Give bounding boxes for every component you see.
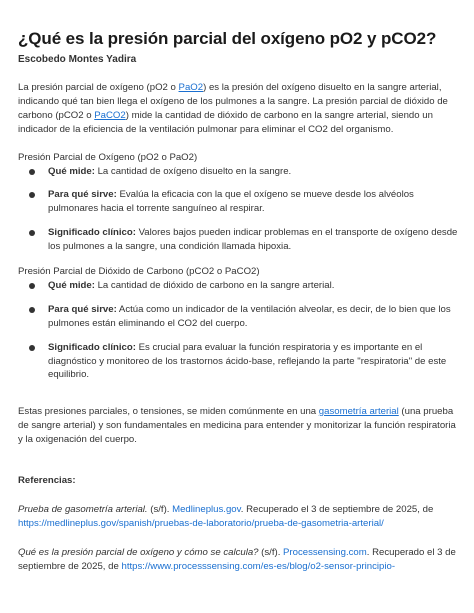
references-heading: Referencias: — [18, 475, 76, 486]
oxygen-section-heading: Presión Parcial de Oxígeno (pO2 o PaO2) — [18, 152, 198, 163]
reference-title: Qué es la presión parcial de oxígeno y cómo se calcula? — [18, 547, 259, 558]
reference-text: . Recuperado el 3 de septiembre de 2025, de — [18, 547, 456, 572]
gasometria-link[interactable]: gasometría arterial — [318, 406, 399, 417]
bullet-label: Para qué sirve: — [48, 304, 117, 315]
intro-text-3: ) mide la cantidad de dióxido de carbono en la sangre arterial, siendo un indicador de la eficiencia de la ventilación pulmonar para eliminar el CO2 del organismo. — [18, 110, 433, 135]
bullet-label: Significado clínico: — [48, 342, 136, 353]
closing-text-1: Estas presiones parciales, o tensiones, se miden comúnmente en una — [18, 406, 319, 417]
reference-site-link[interactable]: Medlineplus.gov — [172, 504, 241, 515]
reference-item — [18, 546, 460, 574]
page-title: ¿Qué es la presión parcial del oxígeno pO2 y pCO2? — [18, 29, 437, 48]
bullet-dot-icon — [29, 345, 35, 351]
reference-site-link[interactable]: Processensing.com — [283, 547, 367, 558]
bullet-label: Significado clínico: — [48, 227, 136, 238]
reference-url-link[interactable]: https://medlineplus.gov/spanish/pruebas-de-laboratorio/prueba-de-gasometria-arterial/ — [18, 518, 384, 529]
bullet-text: Valores bajos pueden indicar problemas en el transporte de oxígeno desde los pulmones a la sangre, una condición llamada hipoxia. — [48, 227, 458, 252]
bullet-label: Para qué sirve: — [48, 189, 117, 200]
reference-title: Prueba de gasometría arterial. — [18, 504, 148, 515]
bullet-text: La cantidad de oxígeno disuelto en la sangre. — [94, 166, 292, 177]
bullet-dot-icon — [29, 169, 35, 175]
intro-paragraph — [18, 81, 460, 137]
bullet-label: Qué mide: — [48, 166, 95, 177]
bullet-dot-icon — [29, 283, 35, 289]
author-name: Escobedo Montes Yadira — [18, 54, 137, 65]
pao2-link[interactable]: PaO2 — [178, 82, 204, 93]
paco2-link[interactable]: PaCO2 — [94, 110, 126, 121]
reference-item — [18, 503, 460, 531]
bullet-dot-icon — [29, 307, 35, 313]
intro-text-2: ) es la presión del oxígeno disuelto en la sangre arterial, indicando qué tan bien llega el oxígeno de los pulmones a la sangre. La presión parcial de dióxido de carbono (pCO2 o — [18, 82, 448, 121]
reference-url-link[interactable]: https://www.processsensing.com/es-es/blog/o2-sensor-principio- — [121, 561, 396, 572]
reference-text: (s/f). — [258, 547, 284, 558]
bullet-label: Qué mide: — [48, 280, 95, 291]
intro-text-1: La presión parcial de oxígeno (pO2 o — [18, 82, 179, 93]
closing-text-2: (una prueba de sangre arterial) y son fundamentales en medicina para entender y monitorizar la función respiratoria y la oxigenación del cuerpo. — [18, 406, 456, 445]
carbon-section-heading: Presión Parcial de Dióxido de Carbono (pCO2 o PaCO2) — [18, 266, 260, 277]
reference-text: (s/f). — [147, 504, 173, 515]
bullet-text: La cantidad de dióxido de carbono en la sangre arterial. — [94, 280, 335, 291]
closing-paragraph — [18, 405, 460, 447]
bullet-dot-icon — [29, 230, 35, 236]
bullet-text: Actúa como un indicador de la ventilación alveolar, es decir, de lo bien que los pulmones están eliminando el CO2 del cuerpo. — [48, 304, 451, 329]
bullet-text: Es crucial para evaluar la función respiratoria y es importante en el diagnóstico y monitoreo de los trastornos ácido-base, reflejando la parte "respiratoria" de este equilibrio. — [48, 342, 447, 380]
bullet-dot-icon — [29, 192, 35, 198]
bullet-text: Evalúa la eficacia con la que el oxígeno se mueve desde los alvéolos pulmonares hacia el torrente sanguíneo al respirar. — [48, 189, 414, 214]
reference-text: . Recuperado el 3 de septiembre de 2025, de — [240, 504, 434, 515]
